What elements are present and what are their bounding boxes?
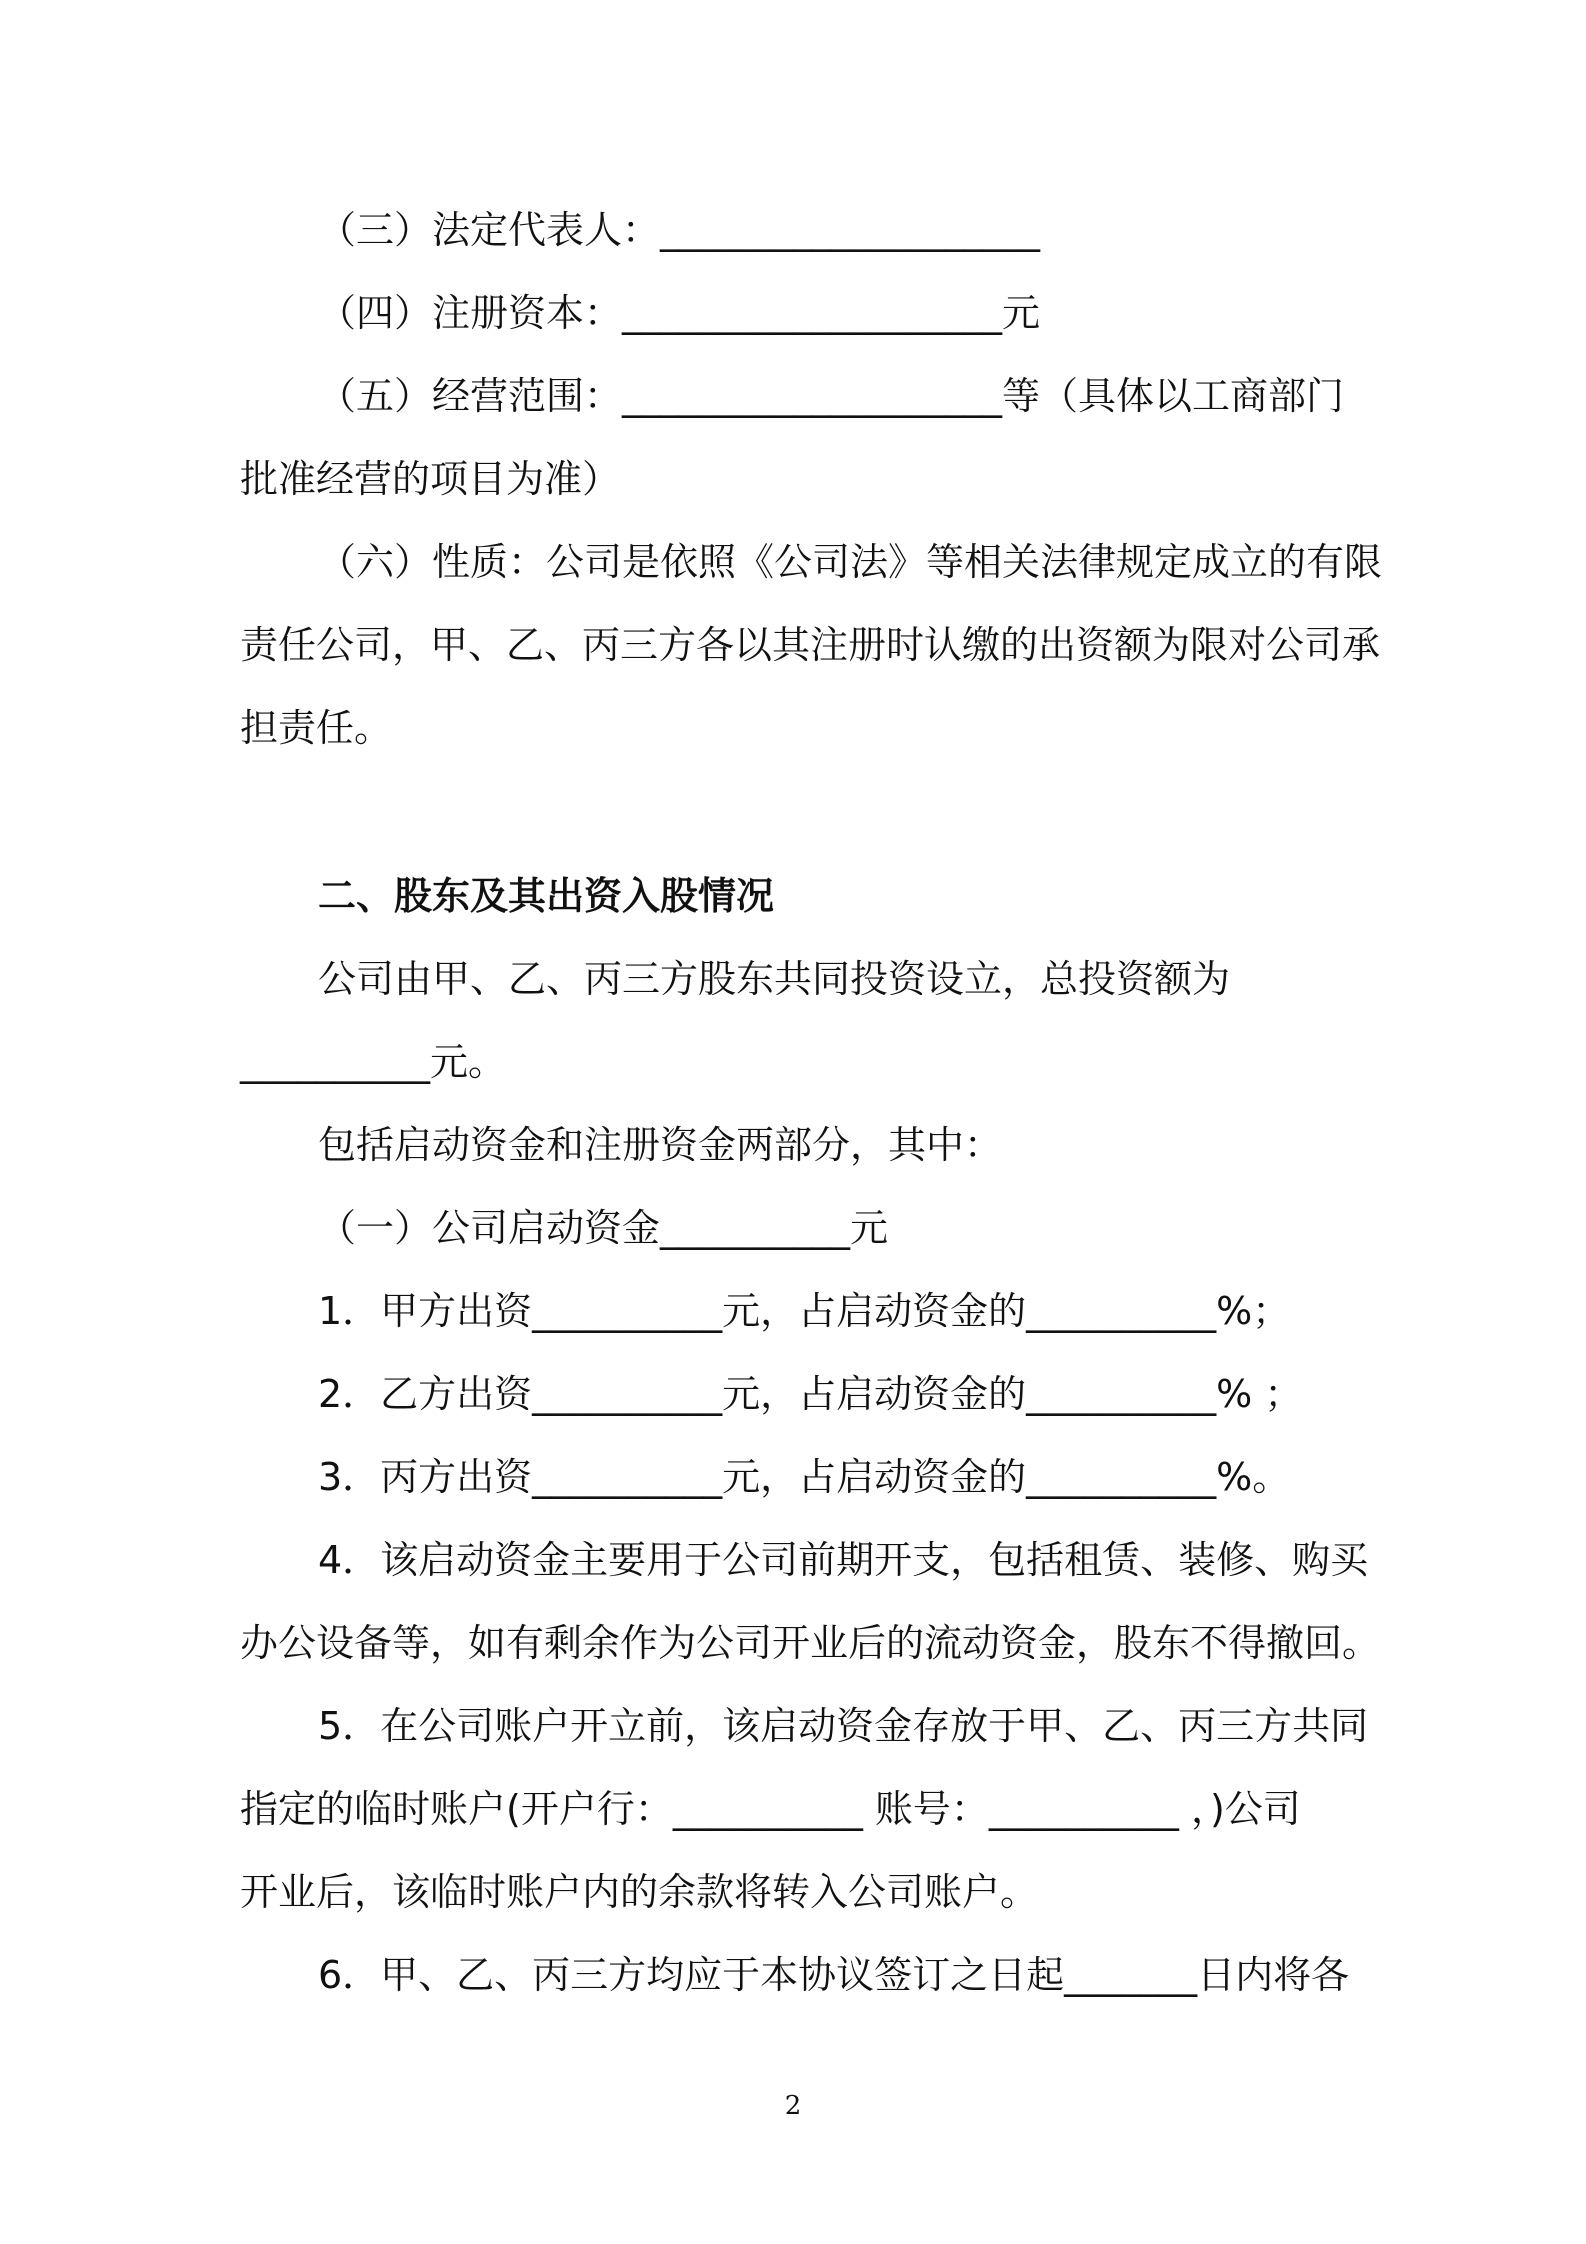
paragraph-total-investment-cont: __________元。 [240,1040,507,1084]
item-temporary-account-cont-1: 指定的临时账户(开户行：__________ 账号：__________ ，)公司 [240,1787,1301,1831]
clause-nature-cont-2: 担责任。 [240,706,393,750]
item-startup-usage: 4．该启动资金主要用于公司前期开支，包括租赁、装修、购买 [318,1538,1369,1582]
item-party-c-contribution: 3．丙方出资__________元，占启动资金的__________%。 [318,1455,1291,1499]
item-contribution-deadline: 6．甲、乙、丙三方均应于本协议签订之日起_______日内将各 [318,1953,1350,1997]
page-number: 2 [784,2091,802,2121]
clause-legal-representative: （三）法定代表人：____________________ [318,208,1041,252]
section-heading-shareholders: 二、股东及其出资入股情况 [318,874,775,918]
item-party-b-contribution: 2．乙方出资__________元，占启动资金的__________% ； [318,1372,1303,1416]
item-temporary-account: 5．在公司账户开立前，该启动资金存放于甲、乙、丙三方共同 [318,1704,1369,1748]
item-temporary-account-cont-2: 开业后，该临时账户内的余款将转入公司账户。 [240,1870,1039,1914]
clause-business-scope-cont: 批准经营的项目为准） [240,457,621,501]
clause-nature-cont-1: 责任公司，甲、乙、丙三方各以其注册时认缴的出资额为限对公司承 [240,623,1381,667]
clause-startup-funds: （一）公司启动资金__________元 [318,1206,889,1250]
item-party-a-contribution: 1．甲方出资__________元，占启动资金的__________%； [318,1289,1291,1333]
clause-registered-capital: （四）注册资本：____________________元 [318,291,1041,335]
paragraph-total-investment: 公司由甲、乙、丙三方股东共同投资设立，总投资额为 [318,957,1231,1001]
item-startup-usage-cont: 办公设备等，如有剩余作为公司开业后的流动资金，股东不得撤回。 [240,1621,1381,1665]
paragraph-funds-composition: 包括启动资金和注册资金两部分，其中： [318,1123,1003,1167]
clause-business-scope: （五）经营范围：____________________等（具体以工商部门 [318,374,1345,418]
clause-nature: （六）性质：公司是依照《公司法》等相关法律规定成立的有限 [318,540,1383,584]
